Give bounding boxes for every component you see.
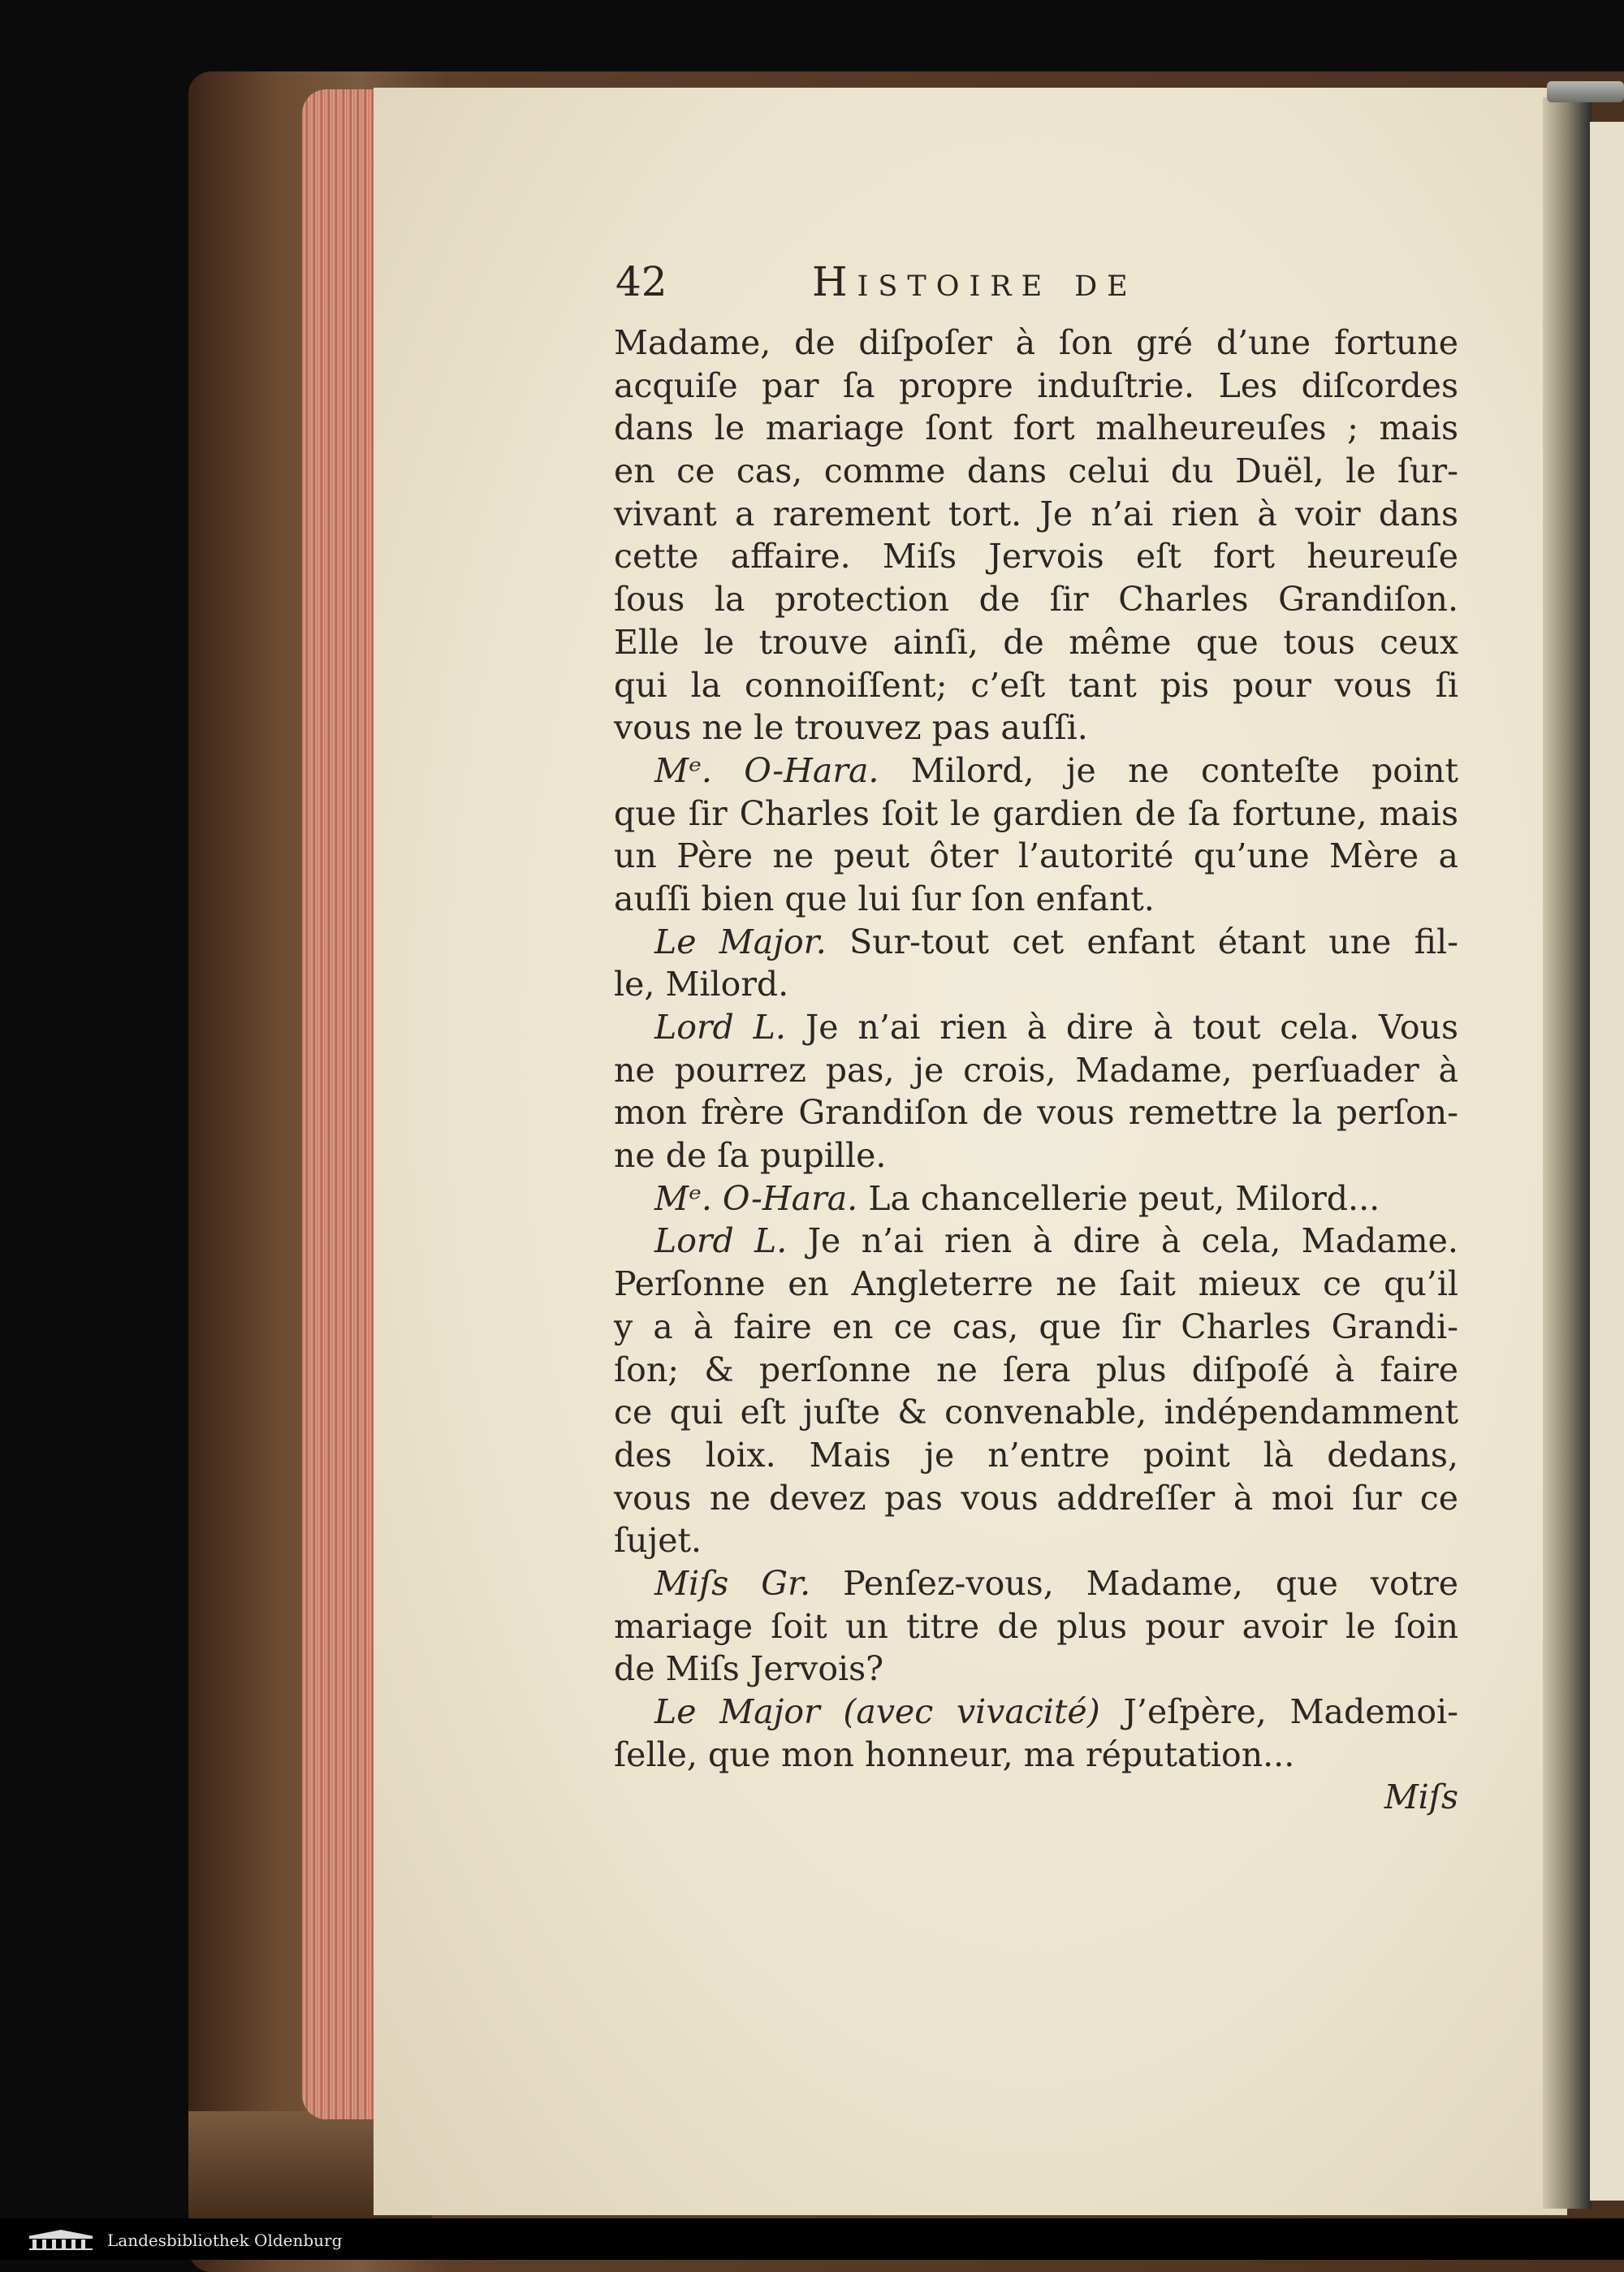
line-text: qui la connoiſſent; c’eſt tant pis pour vous ſi [614,665,1458,705]
line-text: acquiſe par ſa propre induſtrie. Les diſcordes [614,365,1458,405]
text-line [614,1006,1458,1049]
line-text: ſujet. [614,1521,702,1561]
facing-page-edge [1590,122,1624,2201]
line-text: ſon; & perſonne ne ſera plus diſpoſé à faire [614,1350,1458,1389]
line-text: en ce cas, comme dans celui du Duël, le ſur- [614,451,1458,491]
speaker-name: Le Major (avec vivacité) [654,1692,1100,1731]
text-line [614,450,1458,493]
line-text: dans le mariage ſont fort malheureuſes ; mais [614,408,1458,448]
speaker-name: Miſs Gr. [654,1563,811,1603]
text-line [614,1605,1458,1648]
line-text: mariage ſoit un titre de plus pour avoir le ſoin [614,1606,1458,1646]
text-line [614,664,1458,707]
speaker-name: Lord L. [654,1008,786,1047]
text-line [614,621,1458,664]
line-text: le, Milord. [614,965,789,1004]
text-line [614,963,1458,1006]
text-line [614,1134,1458,1177]
line-text: mon frère Grandiſon de vous remettre la perſon- [614,1093,1458,1133]
catchword: Miſs [1384,1777,1458,1817]
line-text: Je n’ai rien à dire à cela, Madame. [807,1221,1458,1261]
text-line [614,1049,1458,1092]
line-text: ne pourrez pas, je crois, Madame, perſuader à [614,1050,1458,1090]
text-line [614,1349,1458,1392]
text-line [614,1220,1458,1263]
line-text: ſelle, que mon honneur, ma réputation... [614,1734,1295,1774]
line-text: J’eſpère, Mademoi- [1123,1692,1458,1731]
book-gutter [1543,97,1592,2209]
line-text: La chancellerie peut, Milord... [868,1178,1380,1218]
text-line [614,407,1458,450]
line-text: vous ne devez pas vous addreſſer à moi ſur ce [614,1478,1458,1518]
text-line [614,878,1458,921]
text-line [614,835,1458,878]
library-building-icon [24,2228,97,2251]
line-text: ce qui eſt juſte & convenable, indépendamment [614,1393,1458,1432]
text-line [614,1734,1458,1777]
line-text: Elle le trouve ainſi, de même que tous ceux [614,622,1458,662]
speaker-name: Mᵉ. O-Hara. [654,750,879,790]
library-name: Landesbibliothek Oldenburg [107,2231,343,2250]
line-text: Penſez-vous, Madame, que votre [843,1563,1458,1603]
line-text: Sur-tout cet enfant étant une fil- [849,922,1458,961]
text-line [614,535,1458,578]
text-line [614,1434,1458,1477]
line-text: que ſir Charles ſoit le gardien de ſa fortune, mais [614,793,1458,833]
line-text: Madame, de diſpoſer à ſon gré d’une fortune [614,323,1458,362]
metal-clasp [1547,81,1624,102]
text-line [614,1648,1458,1691]
text-line [614,749,1458,793]
text-line [614,921,1458,964]
running-head: Histoire de [812,258,1138,305]
text-line [614,1177,1458,1220]
text-line [614,365,1458,408]
text-line [614,1519,1458,1562]
speaker-name: Lord L. [654,1221,788,1261]
speaker-name: Le Major. [654,922,827,961]
line-text: auſſi bien que lui ſur ſon enfant. [614,879,1155,918]
line-text: ſous la protection de ſir Charles Grandiſon. [614,580,1458,620]
speaker-name: Mᵉ. O-Hara. [654,1178,858,1218]
page-number: 42 [615,258,667,305]
text-line [614,1562,1458,1605]
line-text: Je n’ai rien à dire à tout cela. Vous [805,1008,1458,1047]
line-text: Milord, je ne conteſte point [910,750,1458,790]
line-text: vous ne le trouvez pas auſſi. [614,708,1088,748]
line-text: de Miſs Jervois? [614,1649,884,1689]
line-text: des loix. Mais je n’entre point là dedans, [614,1435,1458,1475]
text-line [614,1263,1458,1306]
line-text: y a à faire en ce cas, que ſir Charles Grandi- [614,1307,1458,1346]
text-line [614,793,1458,836]
text-line [614,1477,1458,1520]
text-line [614,1306,1458,1349]
line-text: Perſonne en Angleterre ne ſait mieux ce qu’il [614,1264,1458,1304]
line-text: cette affaire. Miſs Jervois eſt fort heureuſe [614,537,1458,577]
page-header [615,258,1460,315]
line-text: vivant a rarement tort. Je n’ai rien à voir dans [614,494,1458,533]
text-line [614,1091,1458,1134]
line-text: ne de ſa pupille. [614,1136,887,1176]
text-line [614,493,1458,536]
text-line [614,1691,1458,1734]
text-line [614,1391,1458,1434]
text-line [614,322,1458,365]
text-line [614,706,1458,749]
line-text: un Père ne peut ôter l’autorité qu’une Mère a [614,836,1458,876]
text-line [614,578,1458,621]
page-text [614,322,1458,1819]
